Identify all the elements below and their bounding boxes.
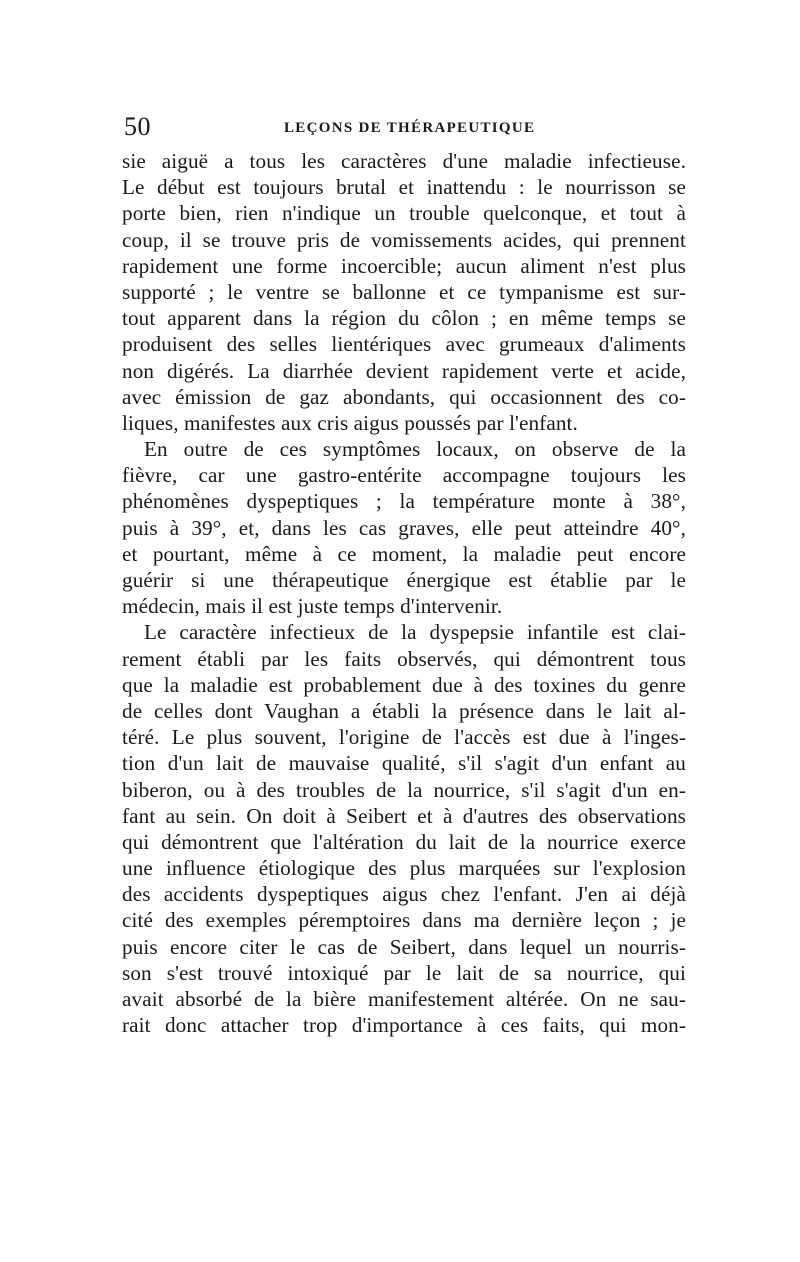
text-line: que la maladie est probablement due à des toxines du genre <box>122 672 686 697</box>
body-text <box>122 148 686 1038</box>
text-line: porte bien, rien n'indique un trouble quelconque, et tout à <box>122 201 686 226</box>
text-line: tout apparent dans la région du côlon ; en même temps se <box>122 306 686 331</box>
text-line: fièvre, car une gastro-entérite accompagne toujours les <box>122 463 686 488</box>
text-line: produisent des selles lientériques avec grumeaux d'aliments <box>122 332 686 357</box>
text-line: puis à 39°, et, dans les cas graves, elle peut atteindre 40°, <box>122 515 686 540</box>
text-line: des accidents dyspeptiques aigus chez l'enfant. J'en ai déjà <box>122 882 686 907</box>
text-line: fant au sein. On doit à Seibert et à d'autres des observations <box>122 803 686 828</box>
text-line: médecin, mais il est juste temps d'intervenir. <box>122 594 503 619</box>
text-line: avait absorbé de la bière manifestement altérée. On ne sau- <box>122 987 686 1011</box>
text-line: non digérés. La diarrhée devient rapidement verte et acide, <box>122 358 686 383</box>
text-line: de celles dont Vaughan a établi la présence dans le lait al- <box>122 698 686 723</box>
text-line: tion d'un lait de mauvaise qualité, s'il s'agit d'un enfant au <box>122 751 686 776</box>
text-line: En outre de ces symptômes locaux, on observe de la <box>144 437 686 462</box>
text-line: liques, manifestes aux cris aigus poussés par l'enfant. <box>122 410 578 435</box>
text-line: Le caractère infectieux de la dyspepsie infantile est clai- <box>144 620 686 645</box>
text-line: guérir si une thérapeutique énergique est établie par le <box>122 568 686 592</box>
text-line: et pourtant, même à ce moment, la maladie peut encore <box>122 541 686 566</box>
text-line: rement établi par les faits observés, qui démontrent tous <box>122 646 686 671</box>
page-header <box>124 112 686 142</box>
text-line: supporté ; le ventre se ballonne et ce tympanisme est sur- <box>122 279 686 304</box>
text-line: puis encore citer le cas de Seibert, dans lequel un nourris- <box>122 934 686 959</box>
running-title: LEÇONS DE THÉRAPEUTIQUE <box>284 120 536 136</box>
page-number: 50 <box>124 112 151 141</box>
text-line: cité des exemples péremptoires dans ma dernière leçon ; je <box>122 908 686 933</box>
text-line: une influence étiologique des plus marquées sur l'explosion <box>122 856 686 881</box>
text-line: rapidement une forme incoercible; aucun aliment n'est plus <box>122 253 686 278</box>
text-line: rait donc attacher trop d'importance à ces faits, qui mon- <box>122 1013 686 1038</box>
text-line: Le début est toujours brutal et inattendu : le nourrisson se <box>122 175 686 200</box>
text-line: biberon, ou à des troubles de la nourrice, s'il s'agit d'un en- <box>122 777 686 802</box>
text-line: qui démontrent que l'altération du lait de la nourrice exerce <box>122 829 686 854</box>
text-line: son s'est trouvé intoxiqué par le lait de sa nourrice, qui <box>122 960 686 985</box>
text-line: phénomènes dyspeptiques ; la température monte à 38°, <box>122 489 686 514</box>
text-line: sie aiguë a tous les caractères d'une maladie infectieuse. <box>122 149 686 173</box>
text-line: avec émission de gaz abondants, qui occasionnent des co- <box>122 384 686 409</box>
text-line: coup, il se trouve pris de vomissements acides, qui prennent <box>122 227 686 252</box>
text-line: téré. Le plus souvent, l'origine de l'accès est due à l'inges- <box>122 725 686 750</box>
